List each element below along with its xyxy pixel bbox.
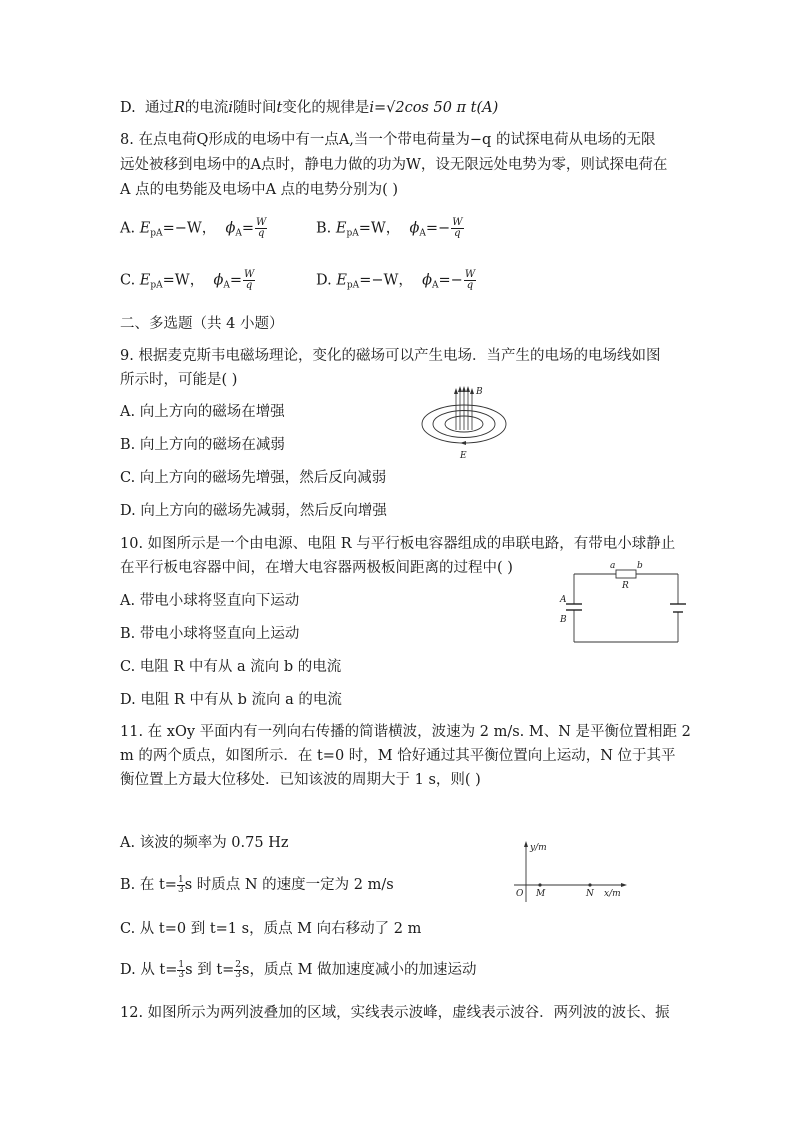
q11-wave-axes-figure: [512, 840, 632, 910]
q9-option-b: B. 向上方向的磁场在减弱: [120, 437, 285, 453]
q11-figure-label-o: O: [516, 889, 524, 899]
q11-stem-1: 11. 在 xOy 平面内有一列向右传播的简谐横波，波速为 2 m/s. M、N 是平衡位置相距 2: [120, 724, 691, 740]
q9-option-c: C. 向上方向的磁场先增强，然后反向减弱: [120, 470, 387, 486]
q8-option-c: C. $E_{pA}=W$， $\phi_A=$ $\frac{W}{q}$: [120, 269, 255, 291]
q10-stem-1: 10. 如图所示是一个由电源、电阻 R 与平行板电容器组成的串联电路，有带电小球静止: [120, 536, 676, 552]
q11-figure-label-y: y/m: [530, 843, 547, 853]
q7-option-d: D. 通过R的电流i随时间t变化的规律是i=√2cos 50 π t(A): [120, 100, 499, 116]
q11-figure-label-x: x/m: [604, 889, 621, 899]
q11-option-c: C. 从 t=0 到 t=1 s，质点 M 向右移动了 2 m: [120, 921, 422, 937]
q10-stem-2: 在平行板电容器中间，在增大电容器两极板间距离的过程中( ): [120, 560, 513, 576]
q10-figure-label-b: b: [637, 561, 643, 571]
q10-option-c: C. 电阻 R 中有从 a 流向 b 的电流: [120, 659, 342, 675]
q11-stem-2: m 的两个质点，如图所示．在 t=0 时，M 恰好通过其平衡位置向上运动，N 位于其平: [120, 748, 676, 764]
q11-figure-label-n: N: [586, 889, 594, 899]
q8-stem-2: 远处被移到电场中的A点时，静电力做的功为W，设无限远处电势为零，则试探电荷在: [120, 157, 668, 173]
q11-stem-3: 衡位置上方最大位移处．已知该波的周期大于 1 s，则( ): [120, 772, 481, 788]
q10-option-b: B. 带电小球将竖直向上运动: [120, 626, 300, 642]
q9-electric-field-figure: [420, 384, 520, 464]
q12-stem-1: 12. 如图所示为两列波叠加的区域，实线表示波峰，虚线表示波谷．两列波的波长、振: [120, 1005, 670, 1021]
q10-option-d: D. 电阻 R 中有从 b 流向 a 的电流: [120, 692, 342, 708]
q11-option-d: D. 从 t= $\frac{1}{3}$ s 到 t= $\frac{2}{3}$ s，质点 M 做加速度减小的加速运动: [120, 959, 477, 980]
q8-stem-3: A 点的电势能及电场中A 点的电势分别为( ): [120, 182, 399, 198]
q9-option-a: A. 向上方向的磁场在增强: [120, 404, 285, 420]
q8-option-b: B. $E_{pA}=W$， $\phi_A=-$ $\frac{W}{q}$: [316, 217, 463, 239]
q11-figure-label-m: M: [536, 889, 546, 899]
q11-option-b: B. 在 t= $\frac{1}{3}$ s 时质点 N 的速度一定为 2 m/s: [120, 874, 394, 895]
q10-figure-label-r: R: [622, 581, 629, 591]
q10-option-a: A. 带电小球将竖直向下运动: [120, 593, 300, 609]
q9-figure-label-b: B: [476, 387, 483, 397]
q9-stem-2: 所示时，可能是( ): [120, 372, 238, 388]
q8-option-a: A. $E_{pA}=-W$， $\phi_A=$ $\frac{W}{q}$: [120, 217, 267, 239]
q8-option-d: D. $E_{pA}=-W$， $\phi_A=-$ $\frac{W}{q}$: [316, 269, 476, 291]
q11-option-a: A. 该波的频率为 0.75 Hz: [120, 835, 289, 851]
q9-stem-1: 9. 根据麦克斯韦电磁场理论，变化的磁场可以产生电场．当产生的电场的电场线如图: [120, 348, 661, 364]
q10-circuit-figure: [560, 560, 690, 645]
q10-figure-label-plate-b: B: [560, 615, 567, 625]
q9-figure-label-e: E: [460, 451, 467, 461]
q9-option-d: D. 向上方向的磁场先减弱，然后反向增强: [120, 503, 387, 519]
q10-figure-label-plate-a: A: [560, 595, 567, 605]
q10-figure-label-a: a: [610, 561, 616, 571]
section-heading-multi-choice: 二、多选题（共 4 小题）: [120, 316, 284, 332]
q8-stem-1: 8. 在点电荷Q形成的电场中有一点A,当一个带电荷量为−q 的试探电荷从电场的无限: [120, 132, 656, 148]
